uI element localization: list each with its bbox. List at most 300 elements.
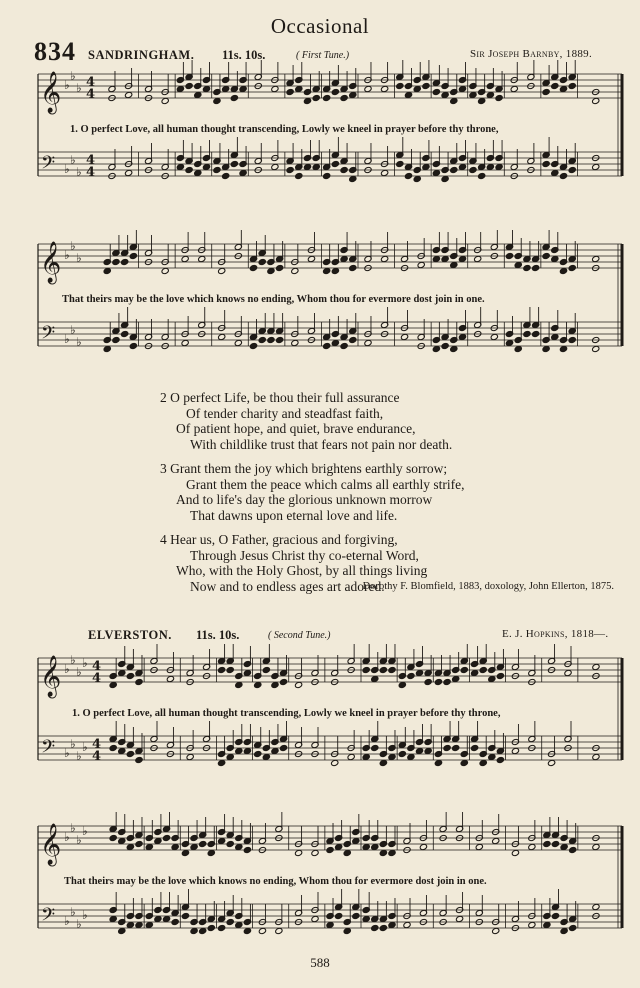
note-head — [400, 333, 408, 340]
note-head — [154, 837, 162, 844]
note-head — [371, 924, 379, 931]
note-head — [161, 97, 169, 104]
bass-clef-icon: 𝄢 — [41, 737, 56, 762]
note-head — [371, 675, 379, 682]
note-head — [340, 166, 348, 173]
note-head — [458, 255, 466, 262]
note-head — [109, 834, 117, 841]
note-head — [185, 166, 193, 173]
note-head — [190, 843, 198, 850]
note-head — [496, 756, 504, 763]
note-head — [398, 681, 406, 688]
note-head — [568, 166, 576, 173]
flat-icon: ♭ — [82, 908, 88, 922]
note-head — [295, 85, 303, 92]
note-head — [559, 267, 567, 274]
note-head — [311, 915, 319, 922]
note-head — [213, 166, 221, 173]
note-head — [331, 160, 339, 167]
note-head — [222, 85, 230, 92]
note-head — [381, 255, 389, 262]
note-head — [379, 924, 387, 931]
note-head — [490, 333, 498, 340]
note-head — [495, 94, 503, 101]
note-head — [194, 169, 202, 176]
tune-note: ( First Tune.) — [296, 50, 350, 61]
note-head — [145, 921, 153, 928]
note-head — [478, 97, 486, 104]
note-head — [258, 258, 266, 265]
flat-icon: ♭ — [70, 821, 76, 835]
attribution: Dorothy F. Blomfield, 1883, doxology, John Ellerton, 1875. — [362, 581, 614, 592]
note-head — [181, 339, 189, 346]
note-head — [340, 255, 348, 262]
note-head — [505, 339, 513, 346]
flat-icon: ♭ — [64, 248, 70, 262]
note-head — [347, 753, 355, 760]
note-head — [443, 678, 451, 685]
note-head — [118, 747, 126, 754]
flat-icon: ♭ — [70, 69, 76, 83]
note-head — [415, 747, 423, 754]
note-head — [243, 846, 251, 853]
note-head — [262, 753, 270, 760]
note-head — [271, 85, 279, 92]
note-head — [398, 750, 406, 757]
note-head — [190, 927, 198, 934]
time-signature: 4 — [92, 659, 102, 674]
note-head — [362, 753, 370, 760]
note-head — [323, 94, 331, 101]
note-head — [109, 744, 117, 751]
flat-icon: ♭ — [76, 251, 82, 265]
tune-name-sandringham: SANDRINGHAM. — [88, 48, 195, 62]
note-head — [415, 669, 423, 676]
note-head — [235, 843, 243, 850]
note-head — [592, 663, 600, 670]
flat-icon: ♭ — [64, 332, 70, 346]
note-head — [129, 342, 137, 349]
note-head — [478, 172, 486, 179]
note-head — [349, 336, 357, 343]
note-head — [129, 252, 137, 259]
note-head — [103, 267, 111, 274]
note-head — [396, 82, 404, 89]
note-head — [450, 345, 458, 352]
note-head — [126, 921, 134, 928]
note-head — [226, 840, 234, 847]
note-head — [335, 912, 343, 919]
flat-icon: ♭ — [82, 824, 88, 838]
note-head — [349, 264, 357, 271]
note-head — [267, 267, 275, 274]
note-head — [514, 261, 522, 268]
note-head — [199, 927, 207, 934]
note-head — [331, 759, 339, 766]
note-head — [343, 849, 351, 856]
flat-icon: ♭ — [70, 653, 76, 667]
flat-icon: ♭ — [70, 153, 76, 167]
note-head — [181, 912, 189, 919]
note-head — [235, 747, 243, 754]
flat-icon: ♭ — [70, 239, 76, 253]
note-head — [486, 91, 494, 98]
note-head — [262, 666, 270, 673]
note-head — [349, 175, 357, 182]
note-head — [154, 915, 162, 922]
note-head — [258, 927, 266, 934]
note-head — [441, 255, 449, 262]
bass-clef-icon: 𝄢 — [41, 323, 56, 348]
note-head — [458, 85, 466, 92]
flat-icon: ♭ — [64, 746, 70, 760]
note-head — [379, 849, 387, 856]
time-signature: 4 — [86, 165, 96, 180]
note-head — [218, 924, 226, 931]
note-head — [434, 678, 442, 685]
flat-icon: ♭ — [64, 830, 70, 844]
time-signature: 4 — [92, 737, 102, 752]
note-head — [199, 840, 207, 847]
note-head — [307, 255, 315, 262]
note-head — [460, 759, 468, 766]
note-head — [542, 160, 550, 167]
note-head — [312, 94, 320, 101]
note-head — [469, 166, 477, 173]
note-head — [249, 342, 257, 349]
note-head — [331, 267, 339, 274]
note-head — [542, 345, 550, 352]
note-head — [239, 85, 247, 92]
note-head — [486, 163, 494, 170]
note-head — [230, 160, 238, 167]
note-head — [181, 255, 189, 262]
note-head — [379, 759, 387, 766]
note-head — [559, 172, 567, 179]
treble-clef-icon: 𝄞 — [40, 824, 62, 865]
flat-icon: ♭ — [64, 78, 70, 92]
note-head — [218, 333, 226, 340]
note-head — [258, 336, 266, 343]
note-head — [126, 843, 134, 850]
note-head — [434, 759, 442, 766]
note-head — [185, 82, 193, 89]
note-head — [103, 345, 111, 352]
flat-icon: ♭ — [76, 165, 82, 179]
note-head — [312, 163, 320, 170]
note-head — [505, 252, 513, 259]
note-head — [452, 744, 460, 751]
note-head — [295, 849, 303, 856]
note-head — [271, 681, 279, 688]
note-head — [592, 163, 600, 170]
note-head — [118, 837, 126, 844]
time-signature: 4 — [92, 671, 102, 686]
note-head — [271, 163, 279, 170]
note-head — [388, 666, 396, 673]
note-head — [542, 252, 550, 259]
note-head — [424, 678, 432, 685]
note-head — [362, 915, 370, 922]
note-head — [323, 267, 331, 274]
note-head — [496, 672, 504, 679]
note-head — [364, 339, 372, 346]
tune-note: ( Second Tune.) — [268, 630, 331, 641]
note-head — [276, 336, 284, 343]
note-head — [559, 345, 567, 352]
note-head — [592, 903, 600, 910]
note-head — [560, 927, 568, 934]
lyric-line: That theirs may be the love which knows no ending, Whom thou for evermore dost join in one. — [62, 294, 485, 305]
note-head — [388, 921, 396, 928]
note-head — [388, 753, 396, 760]
note-head — [479, 759, 487, 766]
note-head — [419, 843, 427, 850]
note-head — [551, 840, 559, 847]
note-head — [488, 753, 496, 760]
lyric-line: 1. O perfect Love, all human thought transcending, Lowly we kneel in prayer before thy throne, — [70, 124, 499, 135]
note-head — [271, 747, 279, 754]
note-head — [135, 756, 143, 763]
note-head — [381, 169, 389, 176]
note-head — [235, 681, 243, 688]
note-head — [275, 927, 283, 934]
note-head — [291, 339, 299, 346]
note-head — [551, 82, 559, 89]
note-head — [452, 675, 460, 682]
note-head — [404, 172, 412, 179]
note-head — [551, 169, 559, 176]
note-head — [226, 666, 234, 673]
note-head — [404, 91, 412, 98]
note-head — [364, 85, 372, 92]
note-head — [340, 94, 348, 101]
note-head — [381, 85, 389, 92]
treble-clef-icon: 𝄞 — [40, 72, 62, 113]
note-head — [218, 267, 226, 274]
note-head — [471, 669, 479, 676]
note-head — [331, 339, 339, 346]
note-head — [198, 255, 206, 262]
note-head — [469, 91, 477, 98]
note-head — [523, 330, 531, 337]
note-head — [202, 163, 210, 170]
note-head — [335, 843, 343, 850]
note-head — [352, 837, 360, 844]
treble-clef-icon: 𝄞 — [40, 242, 62, 283]
note-head — [171, 843, 179, 850]
note-head — [592, 843, 600, 850]
note-head — [511, 849, 519, 856]
time-signature: 4 — [86, 153, 96, 168]
flat-icon: ♭ — [70, 737, 76, 751]
note-head — [592, 255, 600, 262]
note-head — [592, 97, 600, 104]
note-head — [450, 261, 458, 268]
note-head — [286, 88, 294, 95]
note-head — [109, 915, 117, 922]
note-head — [352, 912, 360, 919]
bass-clef-icon: 𝄢 — [41, 153, 56, 178]
note-head — [118, 927, 126, 934]
note-head — [331, 88, 339, 95]
time-signature: 4 — [86, 87, 96, 102]
note-head — [109, 681, 117, 688]
note-head — [326, 921, 334, 928]
music-system-2 — [0, 230, 640, 390]
note-head — [340, 342, 348, 349]
time-signature: 4 — [92, 749, 102, 764]
note-head — [218, 666, 226, 673]
note-head — [202, 85, 210, 92]
note-head — [422, 163, 430, 170]
note-head — [126, 750, 134, 757]
note-head — [112, 258, 120, 265]
note-head — [222, 172, 230, 179]
note-head — [243, 747, 251, 754]
note-head — [450, 97, 458, 104]
note-head — [176, 163, 184, 170]
note-head — [543, 840, 551, 847]
note-head — [311, 849, 319, 856]
note-head — [280, 744, 288, 751]
note-head — [362, 843, 370, 850]
note-head — [254, 681, 262, 688]
note-head — [276, 264, 284, 271]
flat-icon: ♭ — [64, 662, 70, 676]
note-head — [186, 753, 194, 760]
note-head — [511, 747, 519, 754]
note-head — [474, 255, 482, 262]
flat-icon: ♭ — [64, 914, 70, 928]
note-head — [388, 849, 396, 856]
note-head — [569, 924, 577, 931]
note-head — [303, 97, 311, 104]
note-head — [291, 267, 299, 274]
note-head — [135, 921, 143, 928]
lyric-line: That theirs may be the love which knows no ending, Whom thou for evermore dost join in one. — [64, 876, 487, 887]
note-head — [396, 160, 404, 167]
note-head — [532, 330, 540, 337]
note-head — [166, 675, 174, 682]
tune-name-elverston: ELVERSTON. — [88, 628, 172, 642]
note-head — [568, 264, 576, 271]
note-head — [194, 91, 202, 98]
flat-icon: ♭ — [76, 81, 82, 95]
note-head — [551, 912, 559, 919]
note-head — [226, 918, 234, 925]
note-head — [569, 846, 577, 853]
verse-4: 4 Hear us, O Father, gracious and forgiving, Through Jesus Christ thy co-eternal Word, Who, with the Holy Ghost, by all things living Now and to endless ages art adored. — [160, 532, 428, 594]
note-head — [542, 88, 550, 95]
note-head — [234, 339, 242, 346]
note-head — [488, 675, 496, 682]
note-head — [254, 750, 262, 757]
note-head — [286, 166, 294, 173]
note-head — [458, 163, 466, 170]
note-head — [161, 267, 169, 274]
note-head — [243, 927, 251, 934]
note-head — [162, 915, 170, 922]
note-head — [295, 172, 303, 179]
note-head — [249, 264, 257, 271]
note-head — [443, 744, 451, 751]
note-head — [207, 924, 215, 931]
flat-icon: ♭ — [76, 335, 82, 349]
note-head — [343, 927, 351, 934]
note-head — [432, 255, 440, 262]
verse-3: 3 Grant them the joy which brightens earthly sorrow; Grant them the peace which calms all earthly strife, And to life's day the glorious unknown morrow That dawns upon eternal love and life. — [160, 461, 465, 523]
note-head — [479, 666, 487, 673]
flat-icon: ♭ — [82, 656, 88, 670]
note-head — [403, 921, 411, 928]
note-head — [514, 345, 522, 352]
note-head — [528, 921, 536, 928]
note-head — [239, 169, 247, 176]
note-head — [243, 669, 251, 676]
flat-icon: ♭ — [70, 323, 76, 337]
note-head — [456, 915, 464, 922]
note-head — [213, 97, 221, 104]
page-number: 588 — [310, 955, 330, 970]
note-head — [528, 843, 536, 850]
note-head — [323, 172, 331, 179]
flat-icon: ♭ — [76, 665, 82, 679]
flat-icon: ♭ — [82, 740, 88, 754]
note-head — [235, 921, 243, 928]
note-head — [135, 840, 143, 847]
lyric-line: 1. O perfect Love, all human thought transcending, Lowly we kneel in prayer before thy throne, — [72, 708, 501, 719]
note-head — [118, 669, 126, 676]
meter: 11s. 10s. — [196, 628, 240, 642]
note-head — [532, 264, 540, 271]
note-head — [422, 82, 430, 89]
note-head — [568, 336, 576, 343]
note-head — [323, 342, 331, 349]
note-head — [362, 666, 370, 673]
note-head — [458, 333, 466, 340]
note-head — [413, 175, 421, 182]
note-head — [349, 91, 357, 98]
note-head — [417, 261, 425, 268]
note-head — [492, 927, 500, 934]
note-head — [121, 258, 129, 265]
note-head — [413, 85, 421, 92]
note-head — [125, 169, 133, 176]
note-head — [560, 843, 568, 850]
note-head — [145, 843, 153, 850]
composer: Sir Joseph Barnby, 1889. — [470, 48, 593, 60]
note-head — [432, 345, 440, 352]
note-head — [171, 918, 179, 925]
note-head — [441, 91, 449, 98]
note-head — [295, 681, 303, 688]
note-head — [218, 759, 226, 766]
note-head — [112, 336, 120, 343]
note-head — [543, 921, 551, 928]
note-head — [218, 837, 226, 844]
note-head — [441, 342, 449, 349]
note-head — [407, 753, 415, 760]
note-head — [564, 669, 572, 676]
note-head — [551, 333, 559, 340]
flat-icon: ♭ — [70, 905, 76, 919]
note-head — [267, 336, 275, 343]
note-head — [548, 759, 556, 766]
note-head — [592, 345, 600, 352]
note-head — [280, 678, 288, 685]
note-head — [226, 753, 234, 760]
